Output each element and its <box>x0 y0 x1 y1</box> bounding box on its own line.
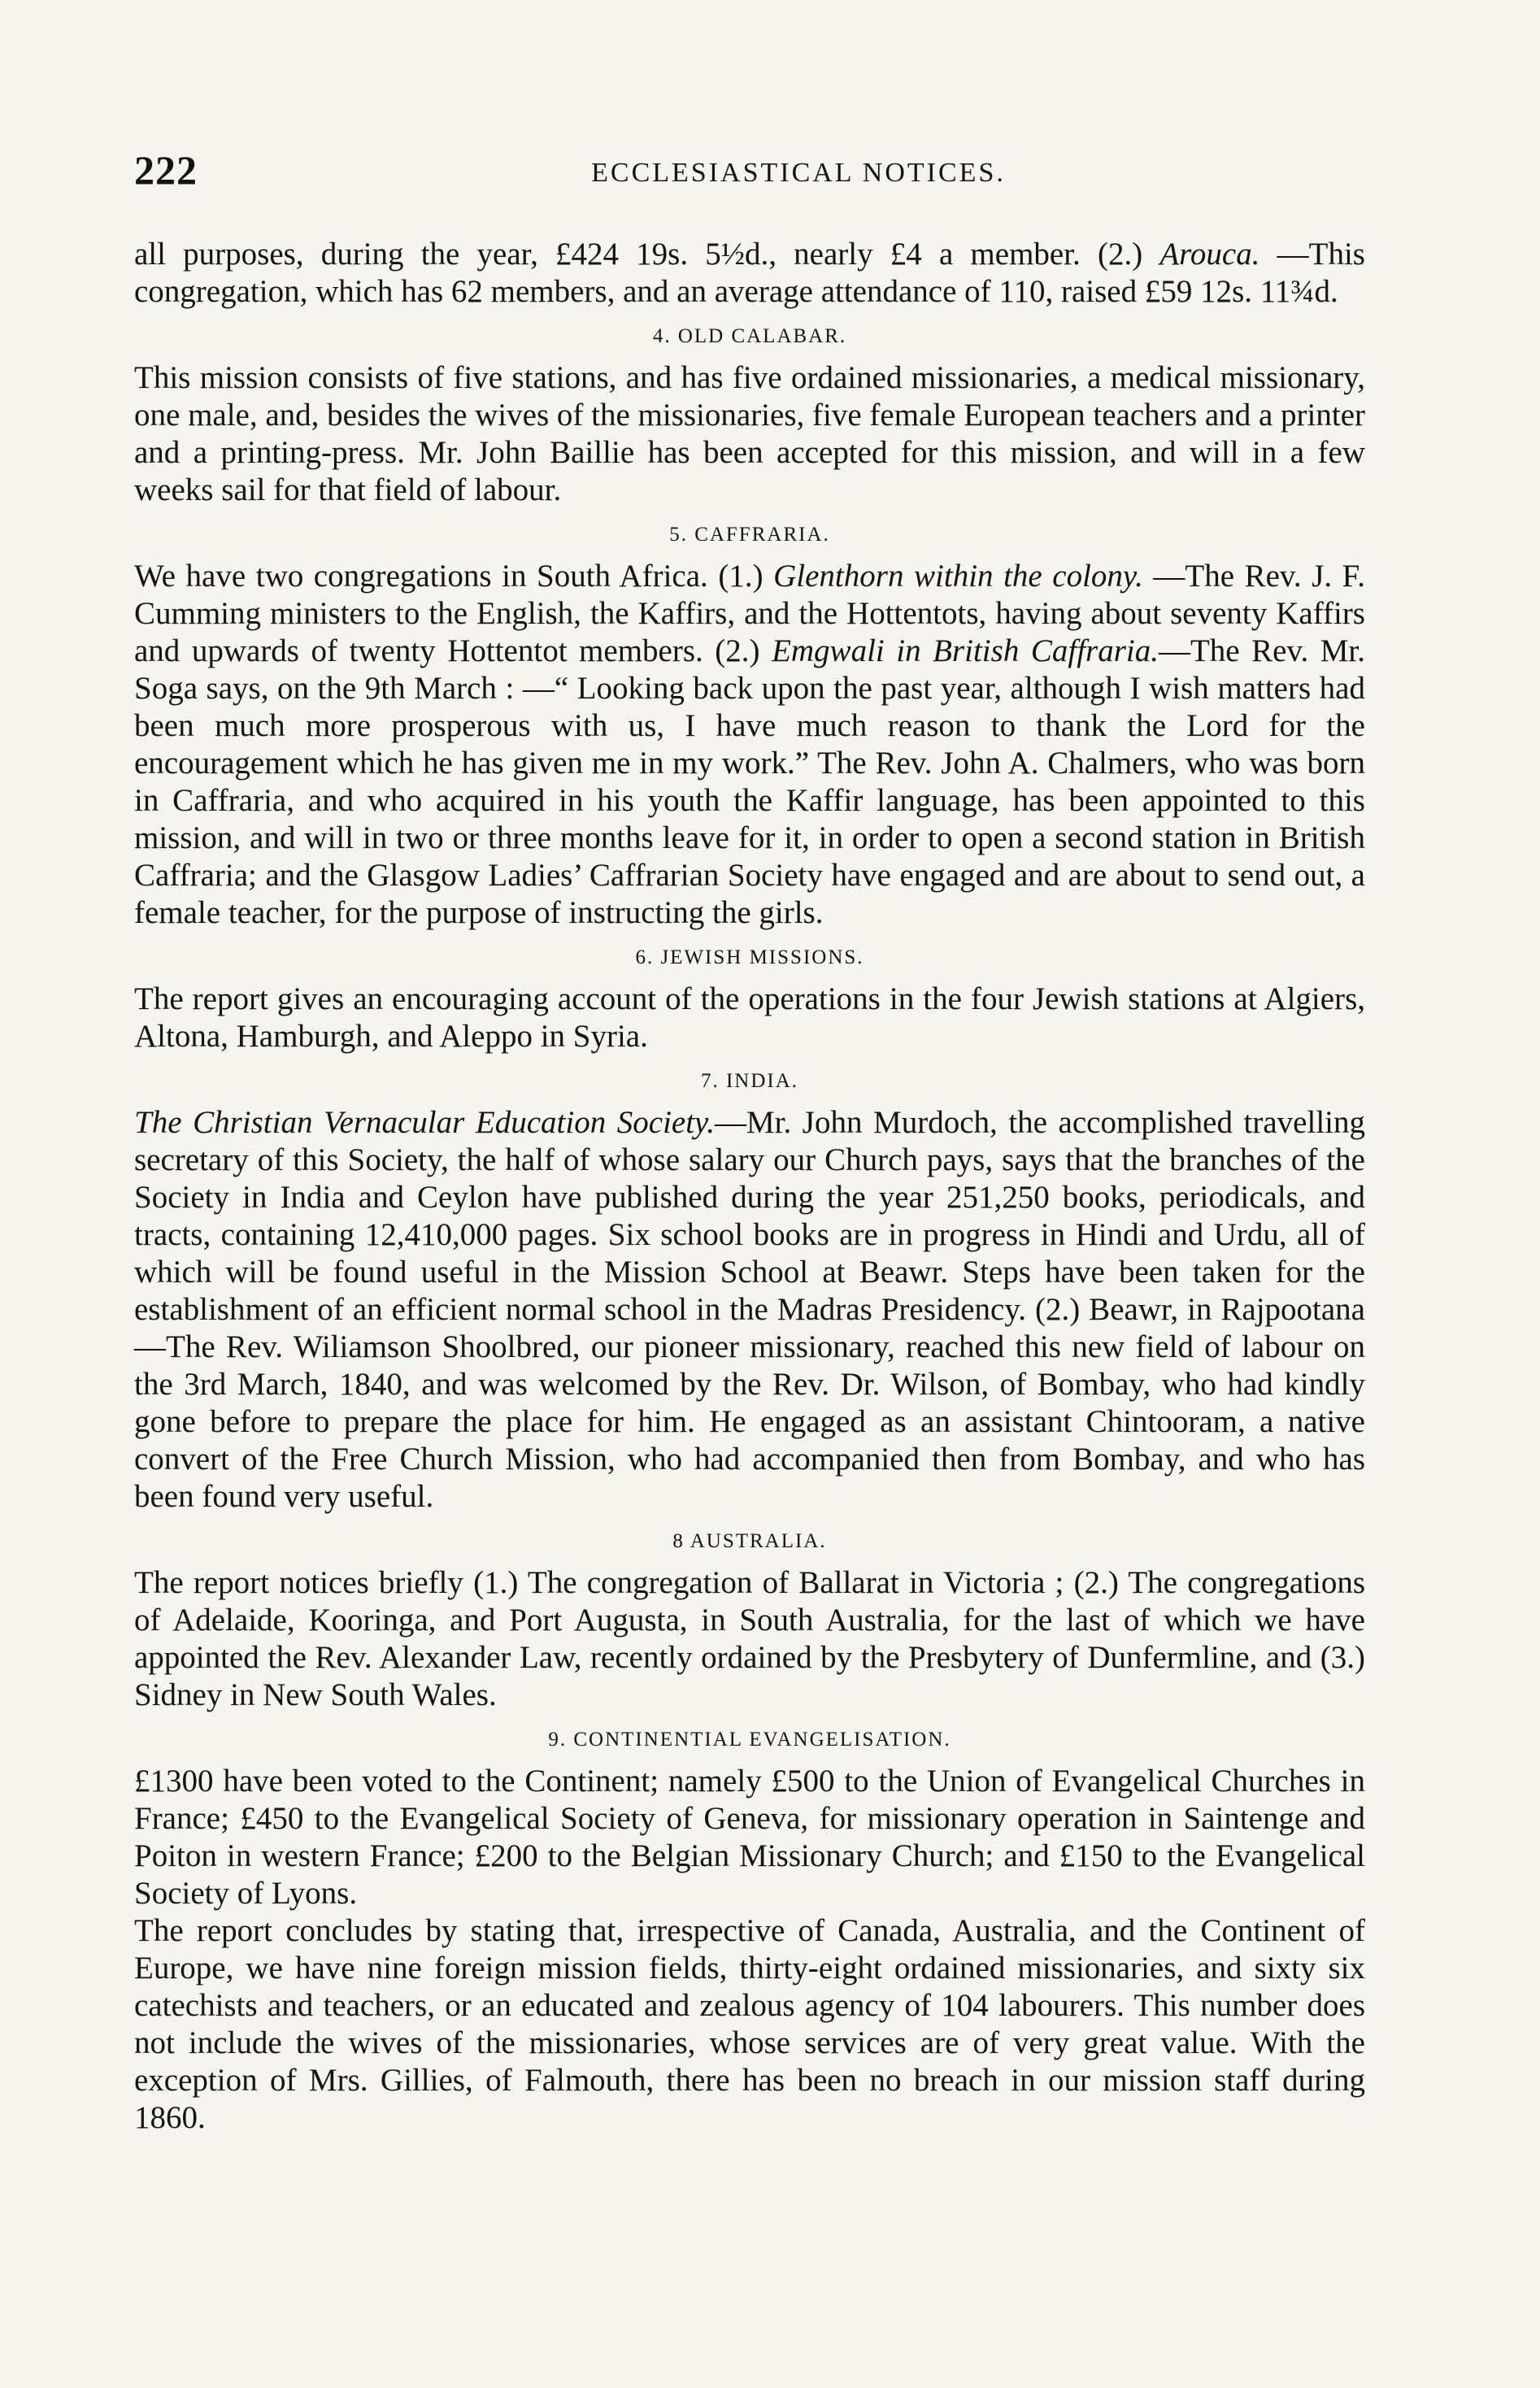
paragraph-continental: £1300 have been voted to the Continent; namely £500 to the Union of Evangelical Churches in France; £450 to the Evangelical Society of Geneva, for missionary operation in Saintenge and Poiton in western France; £200 to the Belgian Missionary Church; and £150 to the Evangelical Society of Lyons. <box>134 1764 1365 1911</box>
italic-run: Glenthorn within the colony. <box>773 559 1143 594</box>
italic-run: Arouca. <box>1159 237 1260 272</box>
text-run: —Mr. John Murdoch, the accomplished travelling secretary of this Society, the half of whose salary our Church pays, says that the branches of the Society in India and Ceylon have published during the year 251,250 books, periodicals, and tracts, containing 12,410,000 pages. Six school books are in progress in Hindi and Urdu, all of which will be found useful in the Mission School at Beawr. Steps have been taken for the establishment of an efficient normal school in the Madras Presidency. (2.) Beawr, in Rajpootana—The Rev. Wiliamson Shoolbred, our pioneer missionary, reached this new field of labour on the 3rd March, 1840, and was welcomed by the Rev. Dr. Wilson, of Bombay, who had kindly gone before to prepare the place for him. He engaged as an assistant Chintooram, a native convert of the Free Church Mission, who had accompanied then from Bombay, and who has been found very useful. <box>134 1105 1365 1514</box>
text-run: —This congregation, which has 62 members, and an average attendance of 110, raised £59 12s. 11¾d. <box>134 237 1365 309</box>
paragraph-continuation <box>134 236 1365 311</box>
running-head <box>134 146 1365 211</box>
section-heading-old-calabar: 4. OLD CALABAR. <box>652 325 847 347</box>
paragraph-caffraria <box>134 558 1365 932</box>
section-heading-caffraria: 5. CAFFRARIA. <box>669 524 830 546</box>
section-heading-india: 7. INDIA. <box>700 1070 799 1092</box>
running-title: ECCLESIASTICAL NOTICES. <box>591 158 1006 188</box>
page-number: 222 <box>134 147 198 193</box>
section-heading-jewish-missions: 6. JEWISH MISSIONS. <box>635 946 864 968</box>
paragraph-old-calabar: This mission consists of five stations, and has five ordained missionaries, a medical missionary, one male, and, besides the wives of the missionaries, five female European teachers and a printer and a printing-press. Mr. John Baillie has been accepted for this mission, and will in a few weeks sail for that field of labour. <box>134 360 1365 507</box>
text-run: —The Rev. Mr. Soga says, on the 9th March : —“ Looking back upon the past year, although I wish matters had been much more prosperous with us, I have much reason to thank the Lord for the encouragement which he has given me in my work.” The Rev. John A. Chalmers, who was born in Caffraria, and who acquired in his youth the Kaffir language, has been appointed to this mission, and will in two or three months leave for it, in order to open a second station in British Caffraria; and the Glasgow Ladies’ Caffrarian Society have engaged and are about to send out, a female teacher, for the purpose of instructing the girls. <box>134 633 1365 930</box>
section-heading-australia: 8 AUSTRALIA. <box>672 1530 827 1552</box>
section-heading-continental: 9. CONTINENTIAL EVANGELISATION. <box>548 1729 951 1751</box>
italic-run: The Christian Vernacular Education Society. <box>134 1105 715 1140</box>
paragraph-conclusion: The report concludes by stating that, irrespective of Canada, Australia, and the Continent of Europe, we have nine foreign mission fields, thirty-eight ordained missionaries, and sixty six catechists and teachers, or an educated and zealous agency of 104 labourers. This number does not include the wives of the missionaries, whose services are of very great value. With the exception of Mrs. Gillies, of Falmouth, there has been no breach in our mission staff during 1860. <box>134 1913 1365 2135</box>
paragraph-jewish-missions: The report gives an encouraging account of the operations in the four Jewish stations at Algiers, Altona, Hamburgh, and Aleppo in Syria. <box>134 981 1365 1054</box>
paragraph-india <box>134 1104 1365 1516</box>
text-run: We have two congregations in South Africa. (1.) <box>134 559 774 594</box>
text-run: —The Rev. J. F. Cumming ministers to the English, the Kaffirs, and the Hottentots, having about seventy Kaffirs and upwards of twenty Hottentot members. (2.) <box>134 559 1365 668</box>
text-run: all purposes, during the year, £424 19s. 5½d., nearly £4 a member. (2.) <box>134 237 1160 272</box>
italic-run: Emgwali in British Caffraria. <box>772 633 1159 668</box>
paragraph-australia: The report notices briefly (1.) The congregation of Ballarat in Victoria ; (2.) The congregations of Adelaide, Kooringa, and Port Augusta, in South Australia, for the last of which we have appointed the Rev. Alexander Law, recently ordained by the Presbytery of Dunfermline, and (3.) Sidney in New South Wales. <box>134 1565 1365 1712</box>
